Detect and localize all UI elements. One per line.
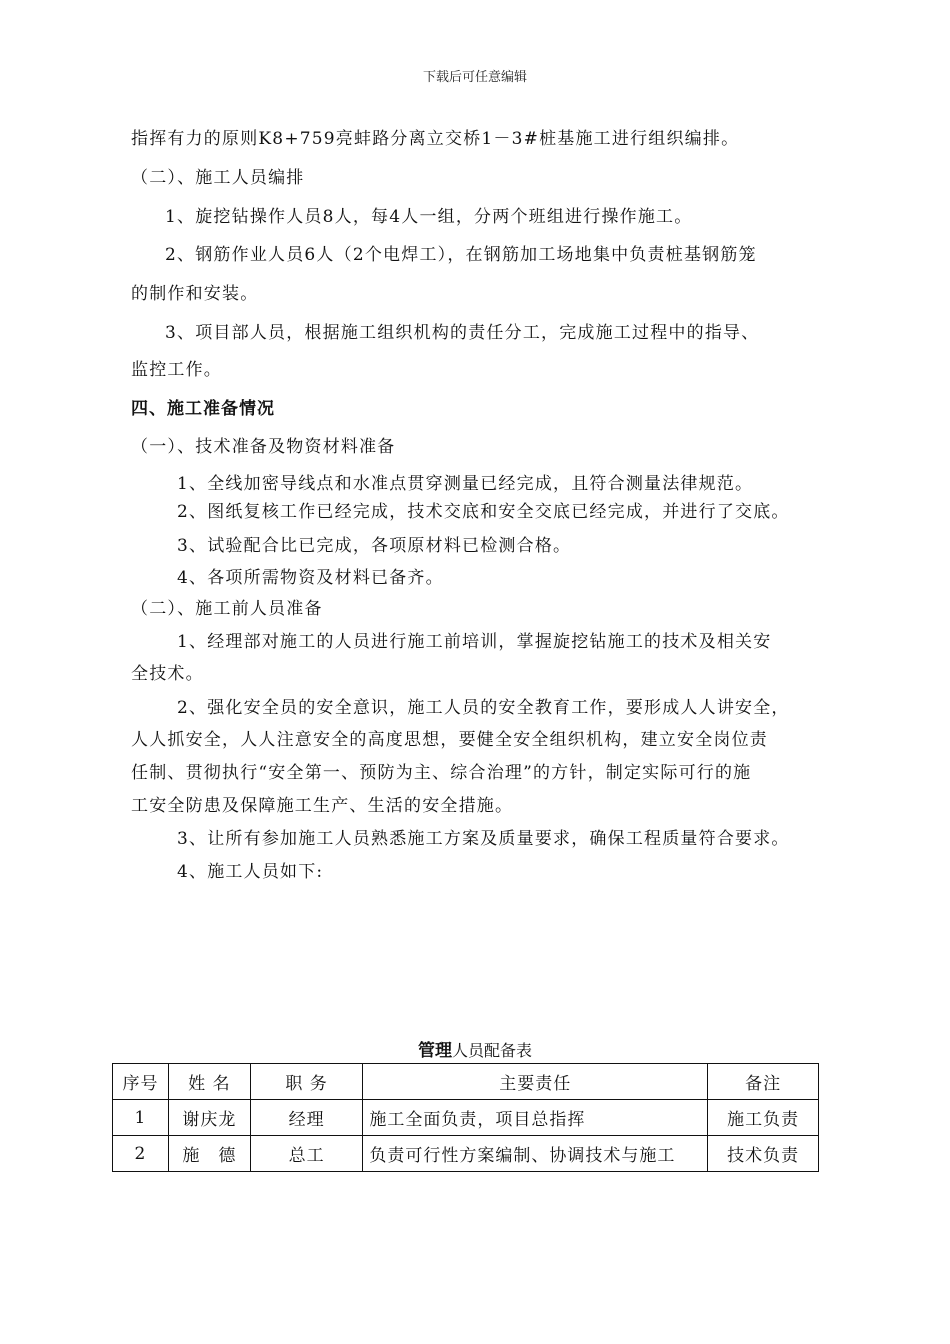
header-cell-remark: 备注 [708,1064,819,1100]
cell-index: 2 [113,1136,169,1172]
list-item: 2、强化安全员的安全意识，施工人员的安全教育工作，要形成人人讲安全， [177,698,790,718]
table-row [113,1100,819,1136]
paragraph-line: 的制作和安装。 [131,284,259,304]
header-cell-index: 序号 [113,1064,169,1100]
list-item: 3、项目部人员，根据施工组织机构的责任分工，完成施工过程中的指导、 [165,323,760,343]
header-cell-position: 职 务 [250,1064,363,1100]
cell-position: 总工 [250,1136,363,1172]
list-item: 2、图纸复核工作已经完成，技术交底和安全交底已经完成，并进行了交底。 [177,502,790,522]
cell-remark: 施工负责 [708,1100,819,1136]
subsection-heading: （二）、施工人员编排 [131,168,305,188]
cell-remark: 技术负责 [708,1136,819,1172]
list-item: 3、试验配合比已完成，各项原材料已检测合格。 [177,536,572,556]
staff-table [112,1063,819,1172]
paragraph-line: 全技术。 [131,664,204,684]
list-item: 4、各项所需物资及材料已备齐。 [177,568,444,588]
header-cell-name: 姓 名 [168,1064,250,1100]
list-item: 2、钢筋作业人员6人（2个电焊工），在钢筋加工场地集中负责桩基钢筋笼 [165,245,757,265]
subsection-heading: （二）、施工前人员准备 [131,599,323,619]
table-caption-bold: 管理 [417,1041,452,1061]
table-header-row [113,1064,819,1100]
section-heading: 四、施工准备情况 [131,399,275,419]
paragraph-line: 人人抓安全，人人注意安全的高度思想，要健全安全组织机构，建立安全岗位责 [131,730,768,750]
table-caption [0,1036,950,1061]
header-cell-responsibility: 主要责任 [363,1064,708,1100]
cell-responsibility: 施工全面负责，项目总指挥 [363,1100,708,1136]
cell-position: 经理 [250,1100,363,1136]
paragraph-line: 任制、贯彻执行“安全第一、预防为主、综合治理”的方针，制定实际可行的施 [131,763,752,783]
list-item: 4、施工人员如下: [177,862,324,882]
page-header-note: 下载后可任意编辑 [422,70,527,85]
paragraph-line: 工安全防患及保障施工生产、生活的安全措施。 [131,796,514,816]
list-item: 3、让所有参加施工人员熟悉施工方案及质量要求，确保工程质量符合要求。 [177,829,790,849]
list-item: 1、全线加密导线点和水准点贯穿测量已经完成，且符合测量法律规范。 [177,474,754,494]
table-row [113,1136,819,1172]
list-item: 1、经理部对施工的人员进行施工前培训，掌握旋挖钻施工的技术及相关安 [177,632,772,652]
list-item: 1、旋挖钻操作人员8人，每4人一组，分两个班组进行操作施工。 [165,207,693,227]
table-caption-rest: 人员配备表 [451,1041,532,1060]
subsection-heading: （一）、技术准备及物资材料准备 [131,437,396,457]
cell-responsibility: 负责可行性方案编制、协调技术与施工 [363,1136,708,1172]
cell-index: 1 [113,1100,169,1136]
paragraph-line: 监控工作。 [131,360,222,380]
cell-name: 施 德 [168,1136,250,1172]
paragraph-line: 指挥有力的原则K8+759亮蚌路分离立交桥1－3#桩基施工进行组织编排。 [131,129,740,149]
cell-name: 谢庆龙 [168,1100,250,1136]
